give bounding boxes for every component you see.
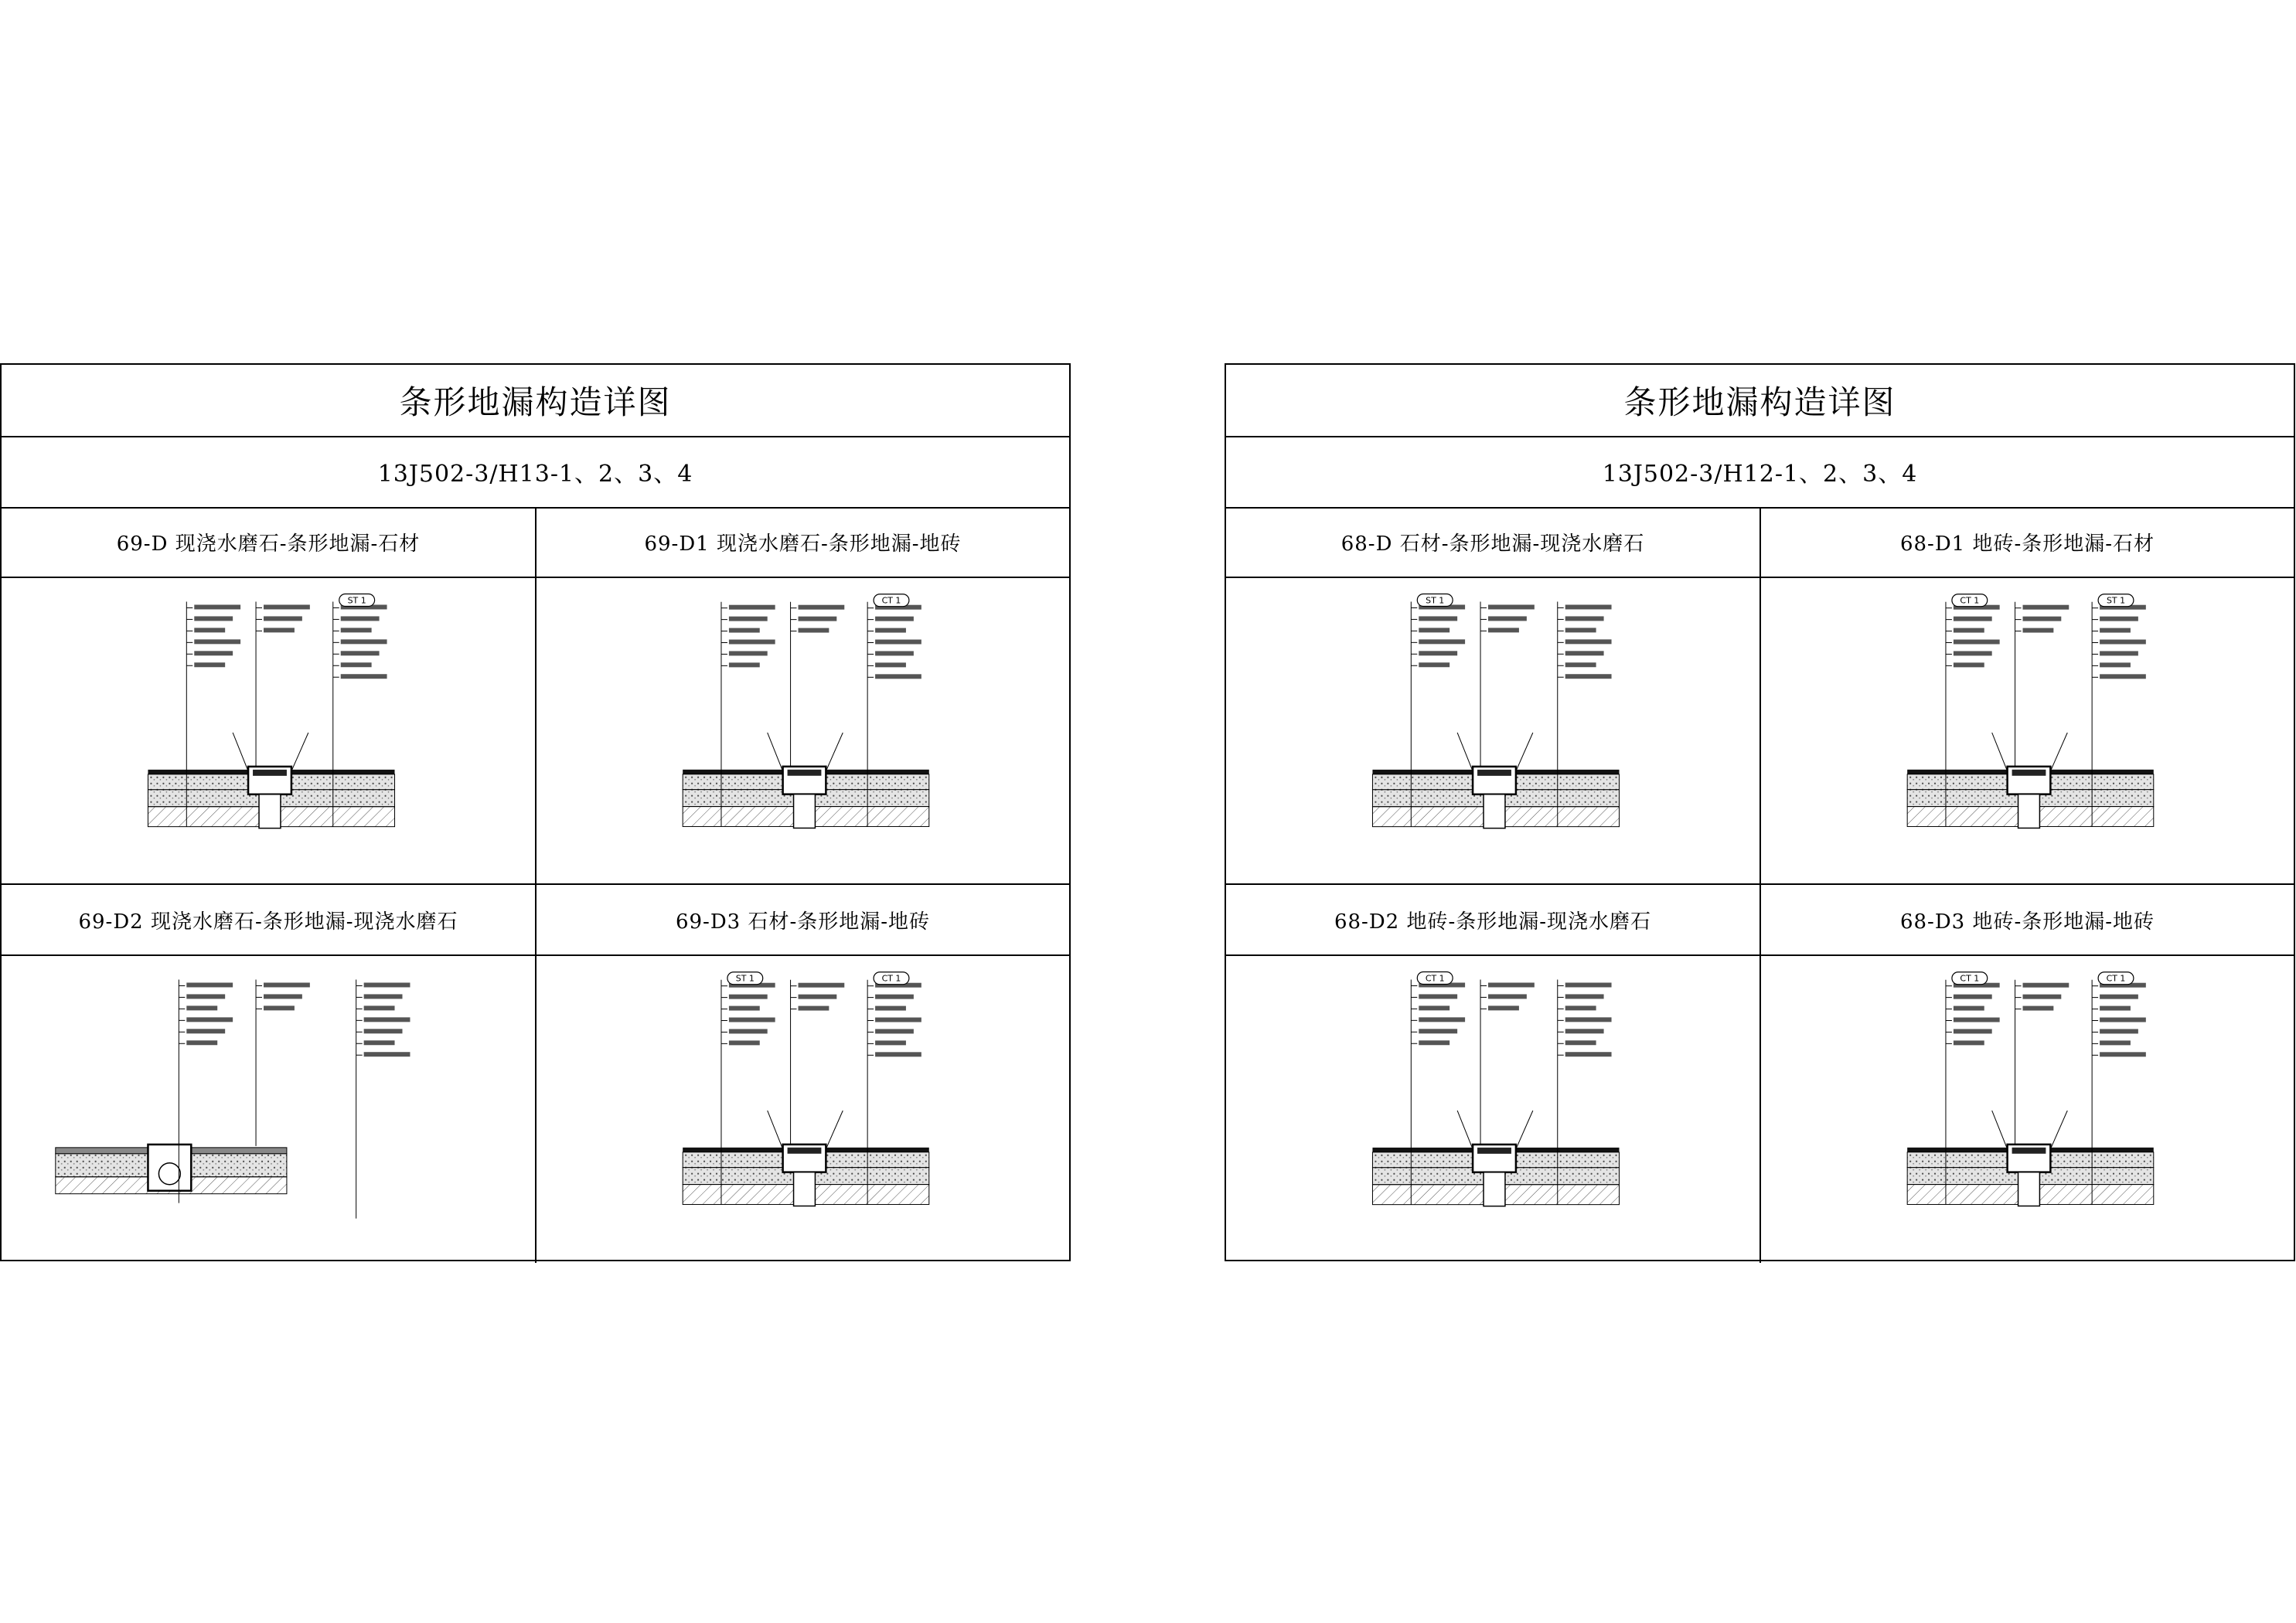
note-text-mark (875, 1052, 921, 1056)
drain-pipe (2018, 794, 2040, 829)
material-tag: CT 1 (1425, 973, 1445, 984)
note-text-mark (875, 617, 914, 621)
note-text-mark (2100, 617, 2138, 621)
note-text-mark (1565, 1040, 1596, 1045)
note-text-mark (2100, 1029, 2138, 1033)
detail-panel (1226, 885, 1761, 1263)
note-text-mark (729, 1040, 760, 1045)
note-text-mark (264, 994, 302, 999)
note-text-mark (2100, 662, 2131, 667)
note-text-mark (341, 639, 387, 644)
note-text-mark (1954, 640, 2000, 645)
note-text-mark (1488, 982, 1535, 987)
note-text-mark (194, 616, 233, 621)
note-text-mark (1565, 651, 1604, 655)
note-text-mark (875, 651, 914, 655)
note-text-mark (875, 1006, 906, 1011)
panel-title: 69-D3 石材-条形地漏-地砖 (537, 885, 1069, 956)
note-text-mark (1954, 1018, 2000, 1022)
note-text-mark (1954, 1029, 1992, 1033)
note-text-mark (2023, 1006, 2054, 1011)
note-text-mark (364, 994, 403, 999)
note-text-mark (2100, 1006, 2131, 1011)
note-text-mark (364, 1052, 410, 1056)
panel-title: 69-D2 现浇水磨石-条形地漏-现浇水磨石 (2, 885, 535, 956)
slope-leader (291, 733, 308, 771)
note-text-mark (341, 674, 387, 679)
note-text-mark (2100, 1040, 2131, 1045)
note-text-mark (364, 1005, 395, 1010)
section-drawing (537, 578, 1069, 883)
note-text-mark (2100, 1018, 2146, 1022)
note-text-mark (799, 617, 837, 621)
material-tag: ST 1 (1426, 595, 1445, 606)
note-text-mark (1954, 1040, 1984, 1045)
note-text-mark (1419, 639, 1465, 644)
note-text-mark (194, 662, 225, 667)
note-text-mark (264, 616, 302, 621)
note-text-mark (1954, 651, 1992, 655)
note-text-mark (799, 605, 845, 610)
note-text-mark (1565, 982, 1612, 987)
slope-leader (233, 733, 248, 771)
note-text-mark (2023, 617, 2062, 621)
panel-title: 69-D1 现浇水磨石-条形地漏-地砖 (537, 507, 1069, 578)
note-text-mark (1565, 662, 1596, 667)
note-text-mark (799, 995, 837, 999)
note-text-mark (799, 1006, 829, 1011)
note-text-mark (1419, 1040, 1449, 1045)
drain-grate (788, 770, 822, 776)
note-text-mark (2100, 995, 2138, 999)
note-text-mark (729, 1018, 775, 1022)
note-text-mark (186, 1005, 217, 1010)
note-text-mark (1954, 628, 1984, 633)
section-drawing (1761, 578, 2294, 883)
panel-title: 68-D1 地砖-条形地漏-石材 (1761, 507, 2294, 578)
material-tag: ST 1 (2106, 595, 2126, 606)
note-text-mark (2100, 651, 2138, 655)
note-text-mark (729, 1006, 760, 1011)
note-text-mark (2100, 1052, 2146, 1056)
note-text-mark (1565, 1005, 1596, 1010)
note-text-mark (875, 995, 914, 999)
note-text-mark (1419, 994, 1457, 999)
note-text-mark (729, 995, 768, 999)
note-text-mark (186, 1040, 217, 1045)
detail-panel (1761, 885, 2294, 1263)
note-text-mark (1419, 1029, 1457, 1033)
sheet-reference: 13J502-3/H12-1、2、3、4 (1226, 436, 2294, 509)
drain-grate (788, 1148, 822, 1154)
note-text-mark (729, 1029, 768, 1033)
note-text-mark (1419, 616, 1457, 621)
slope-leader (1457, 733, 1473, 771)
detail-panel (1226, 507, 1761, 885)
note-text-mark (194, 651, 233, 655)
note-text-mark (364, 1029, 403, 1033)
note-text-mark (341, 651, 380, 655)
note-text-mark (1488, 1005, 1519, 1010)
note-text-mark (1565, 1017, 1612, 1022)
panel-title: 69-D 现浇水磨石-条形地漏-石材 (2, 507, 535, 578)
section-drawing (537, 956, 1069, 1261)
note-text-mark (799, 983, 845, 988)
slope-leader (1992, 733, 2008, 771)
drain-pipe (794, 794, 816, 829)
note-text-mark (264, 604, 310, 609)
note-text-mark (194, 639, 240, 644)
detail-panel (2, 885, 537, 1263)
material-tag: CT 1 (881, 595, 901, 606)
material-tag: CT 1 (1960, 973, 1980, 984)
note-text-mark (729, 640, 775, 645)
note-text-mark (875, 674, 921, 679)
section-drawing (2, 578, 535, 883)
note-text-mark (2023, 605, 2069, 610)
note-text-mark (1419, 628, 1449, 632)
sheet-title: 条形地漏构造详图 (1226, 365, 2294, 437)
note-text-mark (1419, 651, 1457, 655)
slope-leader (1516, 733, 1533, 771)
note-text-mark (875, 1029, 914, 1033)
detail-panel (537, 885, 1069, 1263)
note-text-mark (2023, 983, 2069, 988)
note-text-mark (186, 994, 225, 999)
drain-pipe (794, 1172, 816, 1206)
drain-pipe (1484, 1172, 1505, 1206)
slope-leader (826, 733, 843, 771)
note-text-mark (1954, 662, 1984, 667)
note-text-mark (186, 982, 233, 987)
note-text-mark (1565, 1029, 1604, 1033)
slope-leader (1516, 1111, 1533, 1149)
material-tag: CT 1 (2106, 973, 2126, 984)
note-text-mark (364, 982, 410, 987)
note-text-mark (2100, 674, 2146, 679)
detail-panel (2, 507, 537, 885)
drain-pipe (158, 1163, 180, 1185)
note-text-mark (875, 628, 906, 633)
note-text-mark (1488, 604, 1535, 609)
note-text-mark (186, 1017, 233, 1022)
note-text-mark (1565, 604, 1612, 609)
drain-grate (2012, 1148, 2046, 1154)
note-text-mark (1488, 628, 1519, 632)
detail-panel (1761, 507, 2294, 885)
slope-leader (768, 733, 783, 771)
drain-pipe (1484, 794, 1505, 829)
note-text-mark (194, 628, 225, 632)
note-text-mark (1954, 1006, 1984, 1011)
note-text-mark (729, 628, 760, 633)
note-text-mark (729, 662, 760, 667)
drain-pipe (2018, 1172, 2040, 1206)
note-text-mark (264, 628, 295, 632)
drain-grate (1477, 1148, 1511, 1154)
note-text-mark (341, 662, 372, 667)
note-text-mark (799, 628, 829, 633)
slope-leader (2050, 1111, 2067, 1149)
sheet-reference: 13J502-3/H13-1、2、3、4 (2, 436, 1069, 509)
note-text-mark (1488, 616, 1527, 621)
panel-title: 68-D2 地砖-条形地漏-现浇水磨石 (1226, 885, 1759, 956)
note-text-mark (1565, 616, 1604, 621)
slope-leader (2050, 733, 2067, 771)
note-text-mark (1954, 995, 1992, 999)
section-drawing (1226, 578, 1759, 883)
material-tag: ST 1 (347, 595, 366, 606)
note-text-mark (341, 616, 380, 621)
note-text-mark (729, 617, 768, 621)
note-text-mark (1954, 617, 1992, 621)
drain-grate (2012, 770, 2046, 776)
note-text-mark (875, 640, 921, 645)
note-text-mark (186, 1029, 225, 1033)
note-text-mark (364, 1017, 410, 1022)
material-tag: ST 1 (735, 973, 755, 984)
section-drawing (1761, 956, 2294, 1261)
note-text-mark (875, 1040, 906, 1045)
note-text-mark (1565, 674, 1612, 679)
note-text-mark (2023, 628, 2054, 633)
slope-leader (826, 1111, 843, 1149)
slope-leader (768, 1111, 783, 1149)
note-text-mark (2023, 995, 2062, 999)
section-drawing (2, 956, 535, 1261)
note-text-mark (364, 1040, 395, 1045)
note-text-mark (1565, 1052, 1612, 1056)
note-text-mark (729, 651, 768, 655)
material-tag: CT 1 (1960, 595, 1980, 606)
note-text-mark (875, 662, 906, 667)
slope-leader (1992, 1111, 2008, 1149)
drain-pipe (259, 794, 281, 829)
panel-title: 68-D 石材-条形地漏-现浇水磨石 (1226, 507, 1759, 578)
material-tag: CT 1 (881, 973, 901, 984)
detail-sheet-right (1225, 363, 2295, 1261)
note-text-mark (1488, 994, 1527, 999)
note-text-mark (2100, 628, 2131, 633)
note-text-mark (264, 1005, 295, 1010)
note-text-mark (729, 605, 775, 610)
note-text-mark (1419, 662, 1449, 667)
sheet-title: 条形地漏构造详图 (2, 365, 1069, 437)
detail-sheet-left (0, 363, 1071, 1261)
note-text-mark (264, 982, 310, 987)
slope-leader (1457, 1111, 1473, 1149)
detail-panel (537, 507, 1069, 885)
note-text-mark (1565, 639, 1612, 644)
note-text-mark (194, 604, 240, 609)
drain-grate (1477, 770, 1511, 776)
drain-grate (253, 770, 287, 776)
note-text-mark (875, 1018, 921, 1022)
note-text-mark (1419, 1017, 1465, 1022)
note-text-mark (1565, 994, 1604, 999)
note-text-mark (341, 628, 372, 632)
section-drawing (1226, 956, 1759, 1261)
note-text-mark (2100, 640, 2146, 645)
note-text-mark (1419, 1005, 1449, 1010)
note-text-mark (1565, 628, 1596, 632)
panel-title: 68-D3 地砖-条形地漏-地砖 (1761, 885, 2294, 956)
